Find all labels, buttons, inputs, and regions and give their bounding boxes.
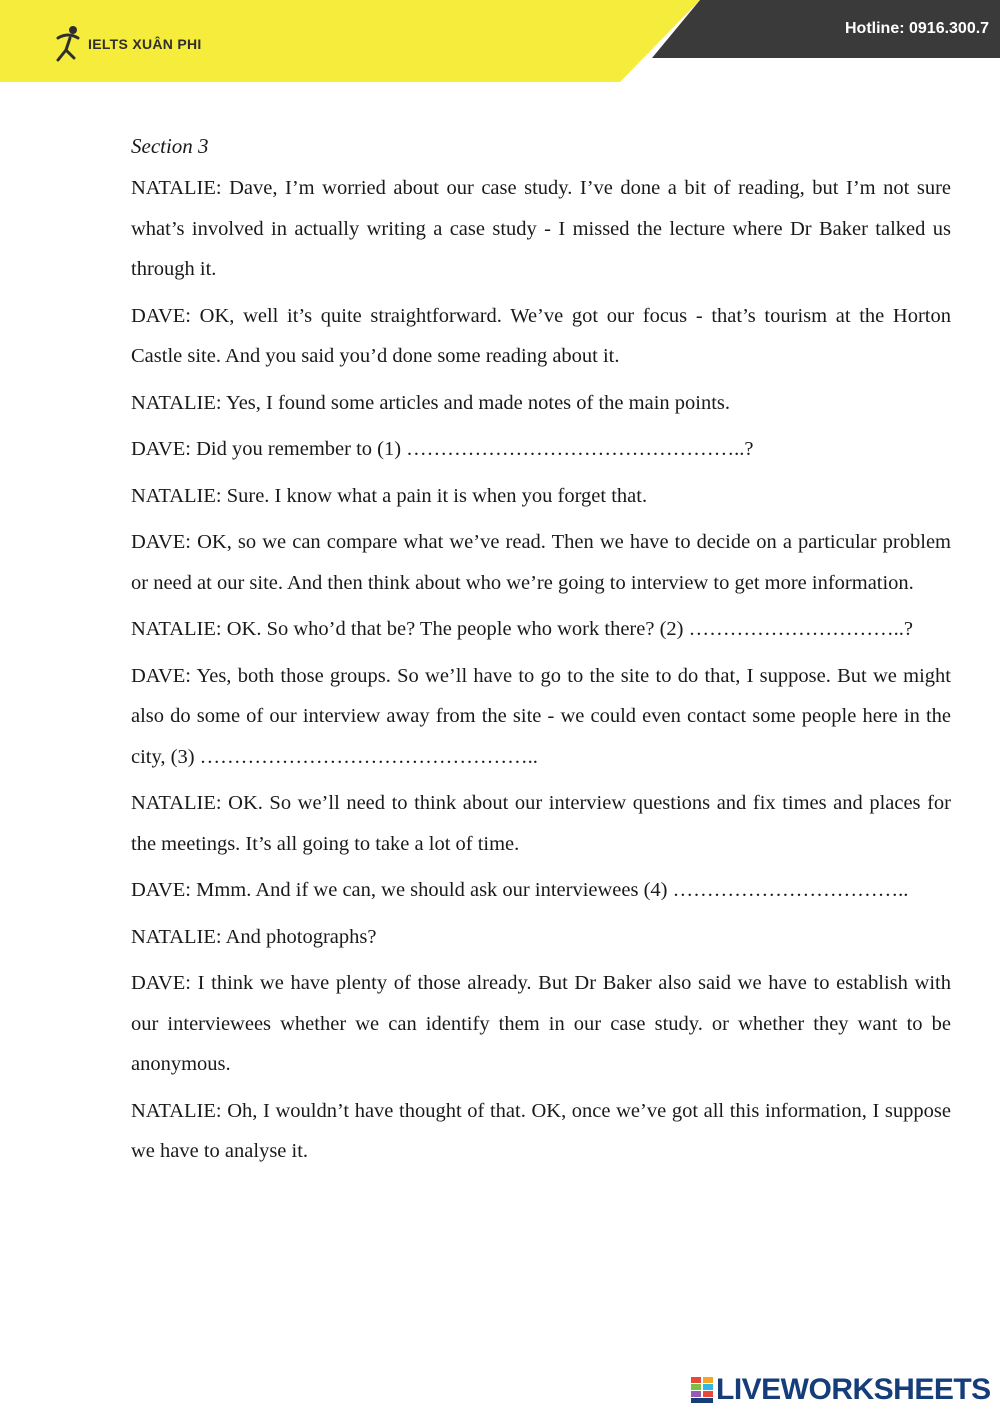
dialogue-line: NATALIE: OK. So who’d that be? The people who work there? (2) …………………………..? bbox=[131, 618, 913, 640]
hotline-text: Hotline: 0916.300.7 bbox=[845, 20, 990, 37]
dialogue-line: DAVE: Did you remember to (1) …………………………………………..? bbox=[131, 438, 754, 460]
dialogue-line: DAVE: Mmm. And if we can, we should ask our interviewees (4) …………………………….. bbox=[131, 879, 909, 901]
dialogue-line: NATALIE: Dave, I’m worried about our case study. I’ve done a bit of reading, but I’m not sure what’s involved in actually writing a case study - I missed the lecture where Dr Baker talked us through it. bbox=[131, 177, 951, 280]
brand-name: IELTS XUÂN PHI bbox=[88, 36, 202, 52]
liveworksheets-watermark bbox=[690, 1373, 991, 1407]
dialogue-line: DAVE: I think we have plenty of those already. But Dr Baker also said we have to establish with our interviewees whether we can identify them in our case study. or whether they want to be anonymous. bbox=[131, 972, 951, 1075]
dialogue-line: NATALIE: Sure. I know what a pain it is when you forget that. bbox=[131, 484, 648, 507]
dialogue-line: DAVE: OK, well it’s quite straightforward. We’ve got our focus - that’s tourism at the Horton Castle site. And you said you’d done some reading about it. bbox=[131, 304, 951, 367]
brand-logo bbox=[52, 24, 202, 64]
dialogue-line: DAVE: OK, so we can compare what we’ve read. Then we have to decide on a particular problem or need at our site. And then think about who we’re going to interview to get more information. bbox=[131, 531, 951, 594]
watermark-text: LIVEWORKSHEETS bbox=[716, 1373, 991, 1406]
section-title: Section 3 bbox=[131, 134, 209, 158]
dialogue-line: DAVE: Yes, both those groups. So we’ll have to go to the site to do that, I suppose. But we might also do some of our interview away from the site - we could even contact some people here in the city, (3) ………………………………………….. bbox=[131, 664, 951, 768]
page-header bbox=[0, 0, 1000, 82]
liveworksheets-logo-icon bbox=[690, 1376, 714, 1404]
dialogue-line: NATALIE: And photographs? bbox=[131, 925, 377, 948]
transcript bbox=[131, 128, 951, 1178]
dialogue-line: NATALIE: Oh, I wouldn’t have thought of that. OK, once we’ve got all this information, I suppose we have to analyse it. bbox=[131, 1099, 951, 1162]
dialogue-line: NATALIE: Yes, I found some articles and made notes of the main points. bbox=[131, 391, 731, 414]
dialogue-line: NATALIE: OK. So we’ll need to think about our interview questions and fix times and places for the meetings. It’s all going to take a lot of time. bbox=[131, 792, 951, 855]
runner-logo-icon bbox=[52, 24, 86, 64]
